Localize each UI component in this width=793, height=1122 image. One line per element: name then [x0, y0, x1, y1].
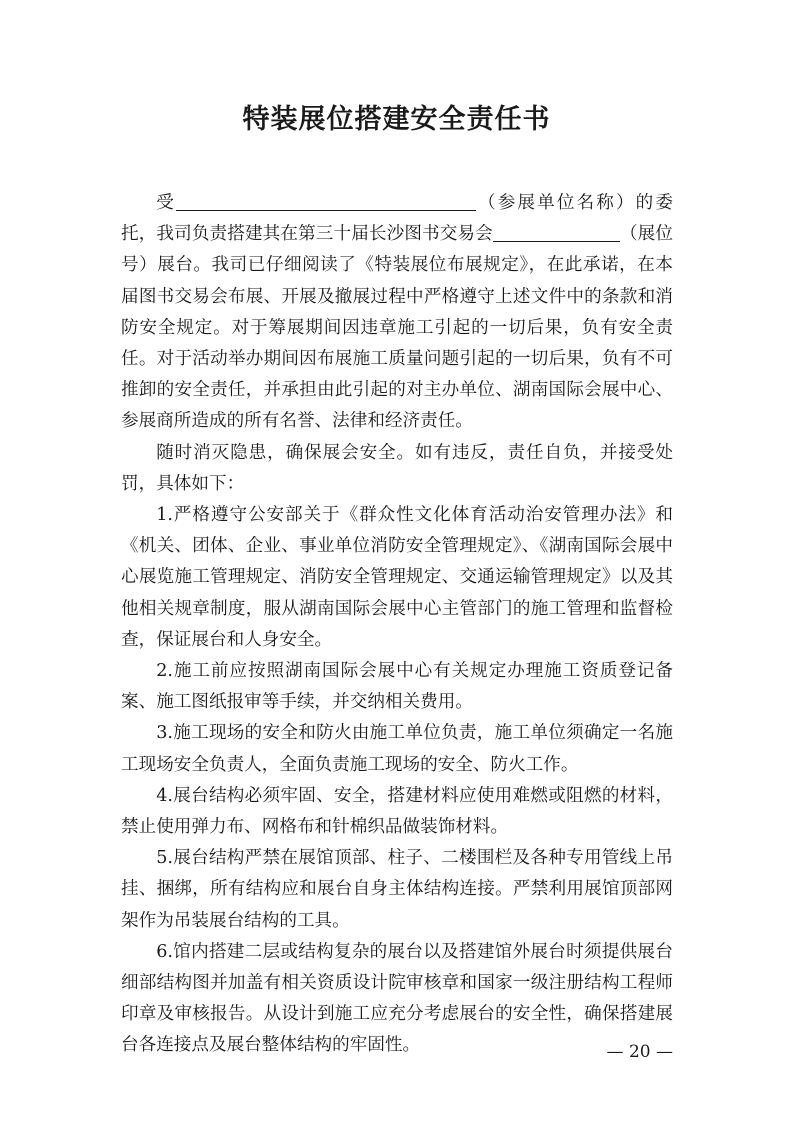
clause-1: 1.严格遵守公安部关于《群众性文化体育活动治安管理办法》和《机关、团体、企业、事业单位消防安全管理规定》、《湖南国际会展中心展览施工管理规定、消防安全管理规定、交通运输管理规定》以及其他相关规章制度，服从湖南国际会展中心主管部门的施工管理和监督检查，保证展台和人身安全。	[121, 505, 673, 650]
intro-paragraph	[121, 188, 673, 438]
page-number: — 20 —	[606, 1042, 673, 1062]
clause-3: 3.施工现场的安全和防火由施工单位负责，施工单位须确定一名施工现场安全负责人，全面负责施工现场的安全、防火工作。	[121, 723, 673, 775]
clause-4: 4.展台结构必须牢固、安全，搭建材料应使用难燃或阻燃的材料，禁止使用弹力布、网格布和针棉织品做装饰材料。	[121, 785, 673, 838]
document-title: 特装展位搭建安全责任书	[242, 104, 551, 135]
booth-number-blank	[493, 223, 620, 242]
clause-5: 5.展台结构严禁在展馆顶部、柱子、二楼围栏及各种专用管线上吊挂、捆绑，所有结构应和展台自身主体结构连接。严禁利用展馆顶部网架作为吊装展台结构的工具。	[121, 848, 673, 931]
clause-6: 6.馆内搭建二层或结构复杂的展台以及搭建馆外展台时须提供展台细部结构图并加盖有相关资质设计院审核章和国家一级注册结构工程师印章及审核报告。从设计到施工应充分考虑展台的安全性，确保搭建展台各连接点及展台整体结构的牢固性。	[121, 941, 673, 1056]
intro-prefix: 受	[156, 193, 176, 213]
clause-2: 2.施工前应按照湖南国际会展中心有关规定办理施工资质登记备案、施工图纸报审等手续，并交纳相关费用。	[121, 661, 673, 713]
intro-unit-hint: （参展单位名称）的委托，我司负责搭建其在第三十届长沙图书交易会	[121, 193, 673, 245]
document-body	[121, 188, 673, 1062]
paragraph: 随时消灭隐患，确保展会安全。如有违反，责任自负，并接受处罚，具体如下：	[121, 442, 673, 494]
exhibitor-name-blank	[176, 192, 476, 211]
intro-booth-hint: （展位号）展台。我司已仔细阅读了《特装展位布展规定》，在此承诺，在本届图书交易会布展、开展及撤展过程中严格遵守上述文件中的条款和消防安全规定。对于筹展期间因违章施工引起的一切后果，负有安全责任。对于活动举办期间因布展施工质量问题引起的一切后果，负有不可推卸的安全责任，并承担由此引起的对主办单位、湖南国际会展中心、参展商所造成的所有名誉、法律和经济责任。	[121, 224, 673, 432]
